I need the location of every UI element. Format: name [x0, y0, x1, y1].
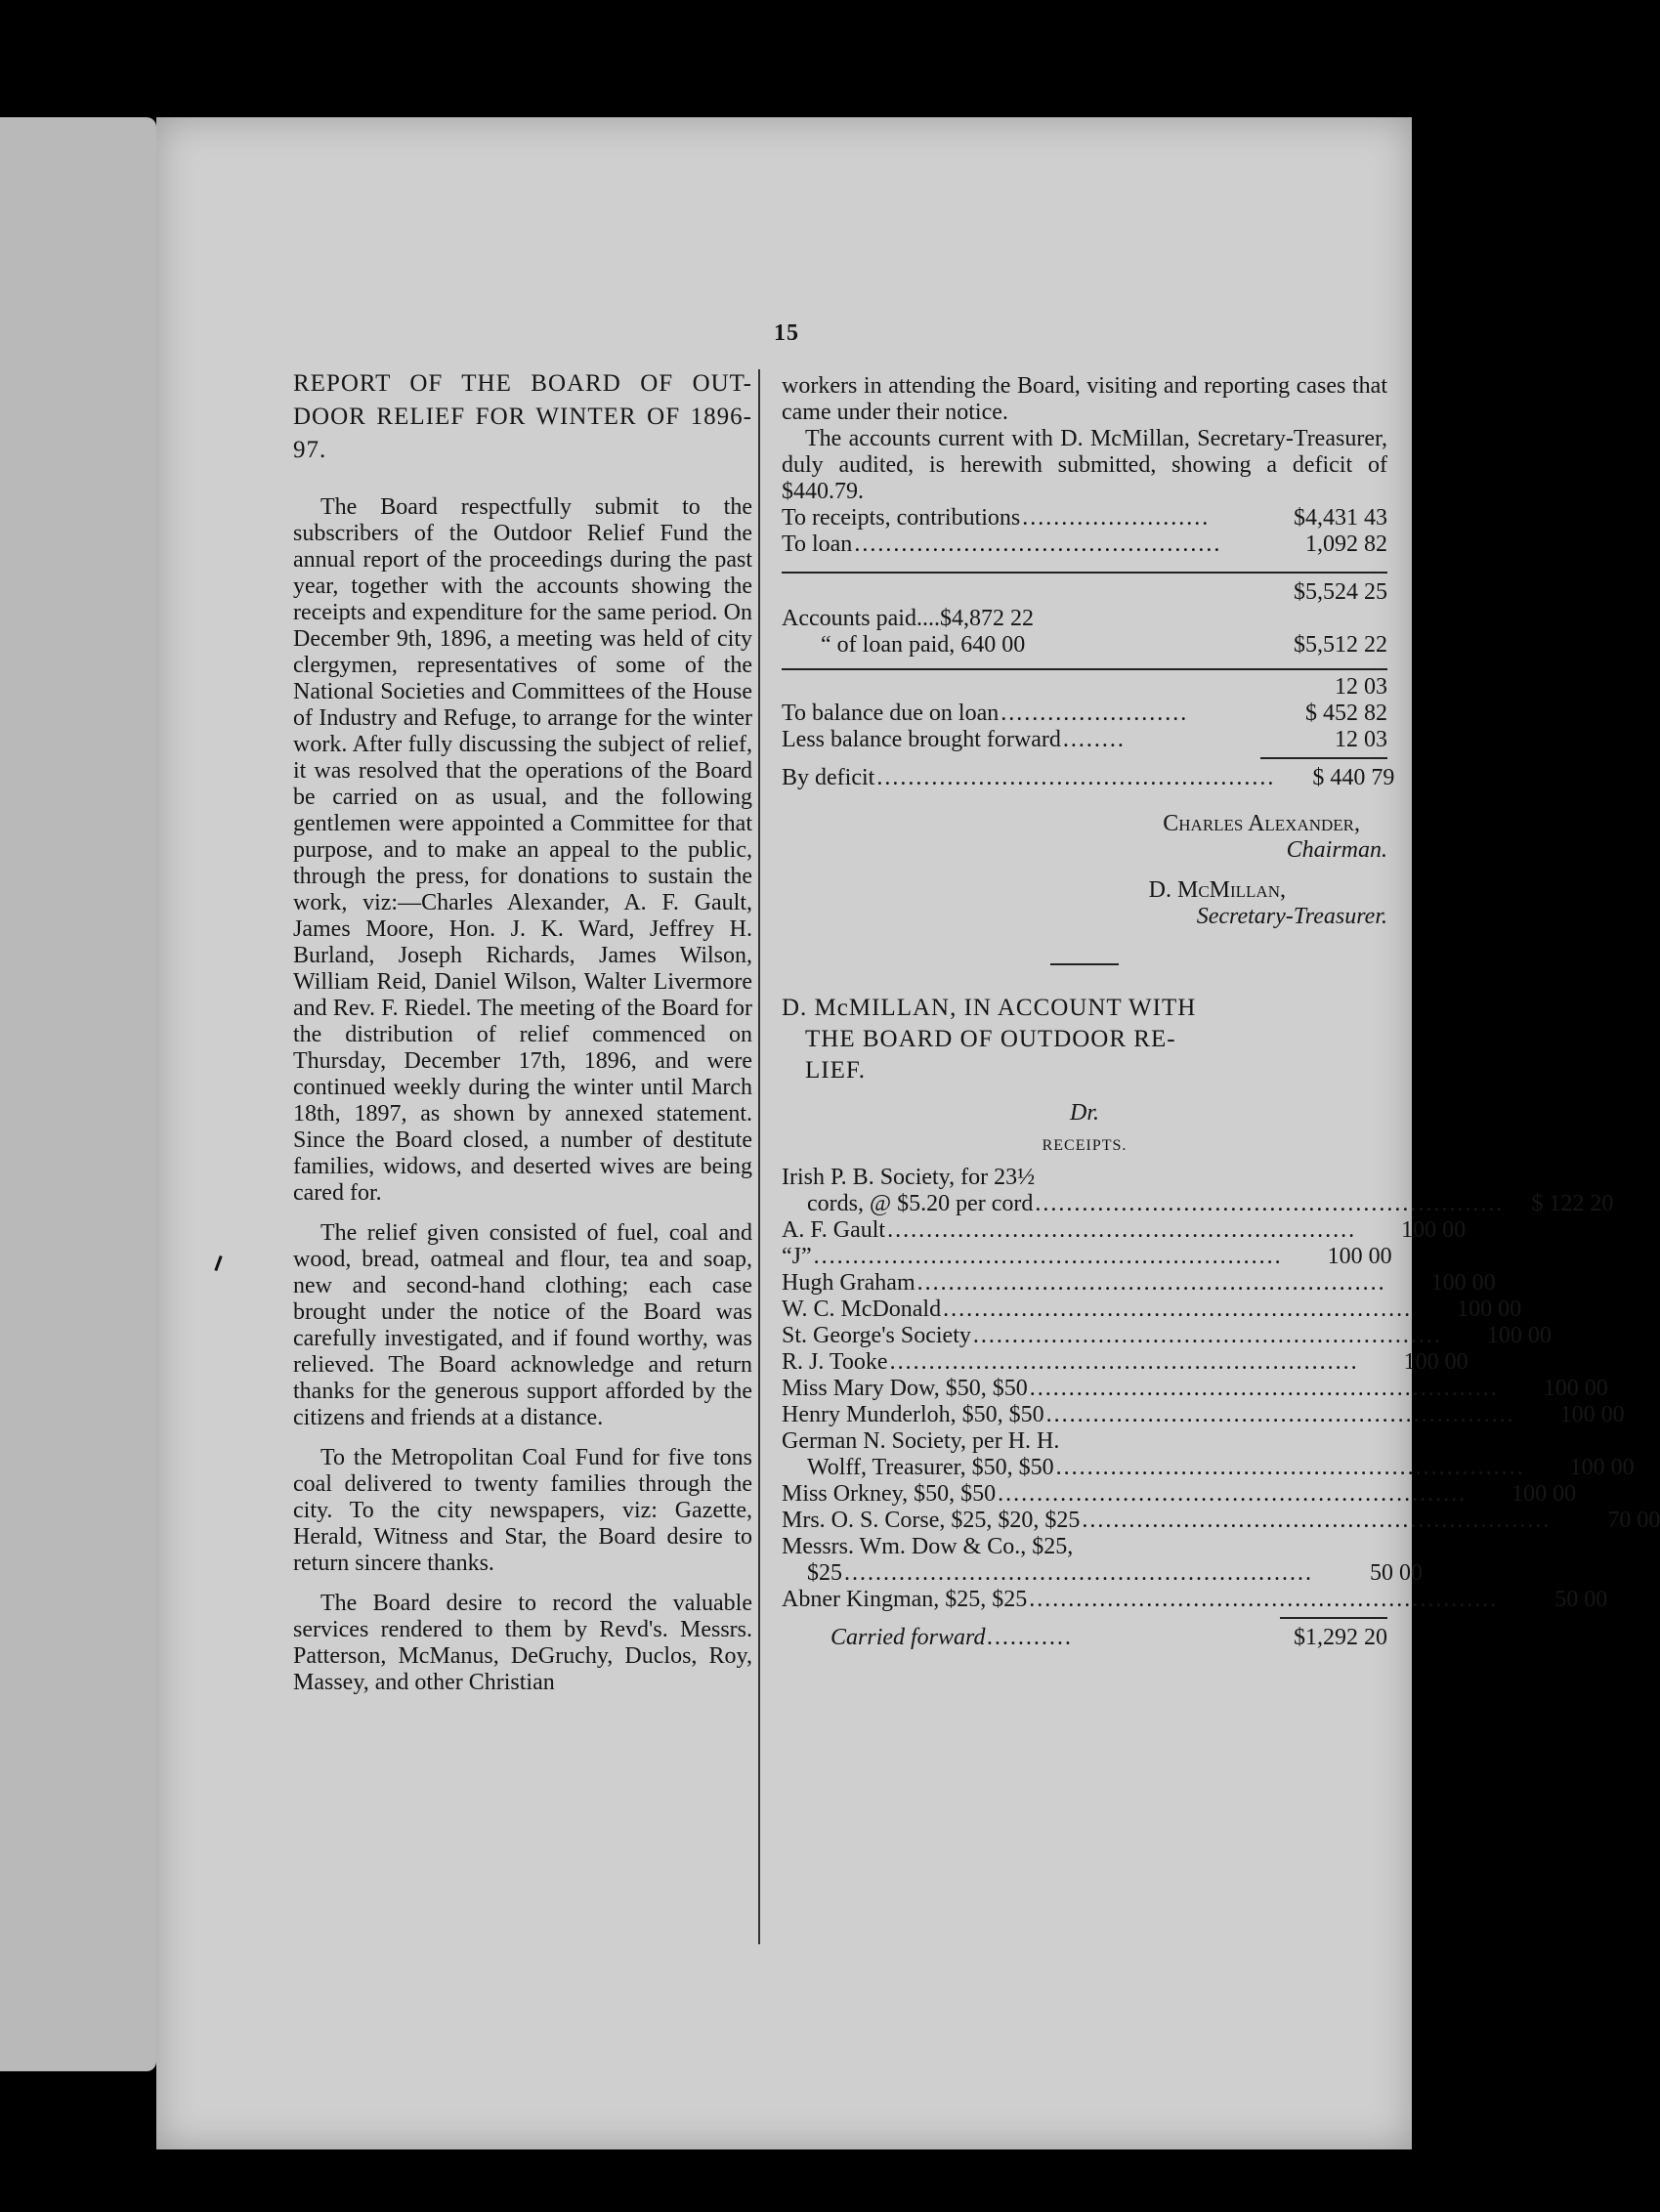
chairman-role: Chairman. [1286, 837, 1387, 863]
receipt-label: cords, @ $5.20 per cord [807, 1191, 1034, 1216]
receipt-row [782, 1165, 1387, 1191]
receipt-amount: 100 00 [1403, 1349, 1468, 1375]
paragraph-intro: The Board respectfully submit to the subscribers of the Outdoor Relief Fund the annual report of the proceedings during the past year, together with the accounts showing the receipts and expenditure for the same period. On December 9th, 1896, a meeting was held of city clergymen, representatives of some of the National Societies and Committees of the House of Industry and Refuge, to arrange for the winter work. After fully discussing the subject of relief, it was resolved that the operations of the Board be carried on as usual, and the following gentlemen were appointed a Committee for that purpose, and to make an appeal to the public, through the press, for donations to sustain the work, viz:—Charles Alexander, A. F. Gault, James Moore, Hon. J. K. Ward, Jeffrey H. Burland, Joseph Richards, James Wilson, William Reid, Daniel Wilson, Walter Livermore and Rev. F. Riedel. The meeting of the Board for the distribution of relief commenced on Thursday, December 17th, 1896, and were continued weekly during the winter until March 18th, 1897, as shown by annexed statement. Since the Board closed, a number of destitute families, widows, and deserted wives are being cared for. [293, 494, 752, 1206]
leader-dots: ............................................................ [887, 1217, 1357, 1243]
leader-dots: ............................................................ [1029, 1587, 1499, 1612]
document-page [156, 117, 1660, 2149]
dr-label: Dr. [1069, 1100, 1099, 1126]
receipt-label: $25 [807, 1560, 842, 1586]
sum-rule [782, 572, 1387, 574]
receipt-amount: 100 00 [1457, 1297, 1522, 1322]
receipt-row [782, 1534, 1387, 1560]
statement-row [782, 674, 1387, 701]
leader-dots: ............................................................ [1035, 1191, 1505, 1216]
left-column [293, 367, 752, 1710]
receipt-label: German N. Society, per H. H. [782, 1428, 1060, 1454]
receipt-label: “J” [782, 1244, 812, 1269]
receipt-row [782, 1244, 1392, 1270]
leader-dots: ............................................................ [916, 1270, 1386, 1296]
statement-row [782, 727, 1387, 753]
receipt-row [782, 1376, 1608, 1402]
receipts-list [782, 1165, 1660, 1613]
section-rule [1050, 963, 1119, 965]
secretary-name: D. McMillan, [1148, 877, 1286, 903]
receipt-row [782, 1428, 1387, 1455]
account-title [782, 993, 1387, 1086]
leader-dots: ............................................................ [1045, 1402, 1515, 1427]
sum-rule [1280, 1617, 1387, 1619]
receipt-amount: 100 00 [1559, 1402, 1625, 1427]
accounts-intro: The accounts current with D. McMillan, Secretary-Treasurer, duly audited, is herewith submitted, showing a deficit of $440.79. [782, 426, 1387, 504]
leader-dots: ............................................................ [943, 1297, 1413, 1322]
receipt-row [782, 1270, 1496, 1297]
receipt-label: Messrs. Wm. Dow & Co., $25, [782, 1534, 1074, 1559]
continuation-text: workers in attending the Board, visiting and reporting cases that came under their notice. [782, 373, 1387, 425]
sum-rule [1260, 757, 1387, 759]
receipt-amount: 100 00 [1511, 1481, 1577, 1507]
page-number: 15 [774, 320, 799, 346]
account-statement [782, 505, 1395, 791]
receipt-label: A. F. Gault [782, 1217, 886, 1243]
receipt-row [782, 1402, 1625, 1428]
receipt-row [782, 1349, 1468, 1376]
receipt-amount: 100 00 [1327, 1244, 1392, 1269]
statement-row [782, 765, 1395, 791]
paragraph-thanks: To the Metropolitan Coal Fund for five tons coal delivered to twenty families through the city. To the city newspapers, viz: Gazette, Herald, Witness and Star, the Board desire to return sincere thanks. [293, 1445, 752, 1576]
receipt-amount: 100 00 [1430, 1270, 1496, 1296]
receipt-amount: 100 00 [1401, 1217, 1467, 1243]
carried-forward-row [782, 1625, 1387, 1651]
leader-dots: ............................................................ [1082, 1508, 1552, 1533]
statement-label: By deficit [782, 765, 875, 790]
receipt-label: Miss Mary Dow, $50, $50 [782, 1376, 1028, 1401]
leader-dots: ........ [1062, 727, 1126, 752]
statement-row [782, 505, 1387, 532]
statement-amount: $5,524 25 [1294, 579, 1387, 605]
statement-row [782, 532, 1387, 558]
right-column [782, 373, 1660, 1651]
signature-block [782, 811, 1387, 930]
statement-amount: 1,092 82 [1305, 532, 1387, 557]
receipt-label: Mrs. O. S. Corse, $25, $20, $25 [782, 1508, 1081, 1533]
secretary-role: Secretary-Treasurer. [1196, 904, 1387, 929]
receipt-amount: 100 00 [1569, 1455, 1635, 1480]
statement-amount: 12 03 [1335, 674, 1387, 700]
leader-dots: ............................................................ [1029, 1376, 1499, 1401]
receipt-row [782, 1323, 1552, 1349]
leader-dots: ........................ [1000, 701, 1189, 726]
receipt-label: St. George's Society [782, 1323, 971, 1348]
statement-label: To receipts, contributions [782, 505, 1021, 531]
statement-row [782, 606, 1387, 632]
receipt-amount: 100 00 [1543, 1376, 1608, 1401]
receipt-row [782, 1217, 1467, 1244]
column-divider [758, 369, 760, 1944]
statement-row [782, 579, 1387, 606]
statement-amount: $ 440 79 [1312, 765, 1395, 790]
leader-dots: ........... [987, 1625, 1074, 1650]
report-title: REPORT OF THE BOARD OF OUT-DOOR RELIEF FOR WINTER OF 1896-97. [293, 370, 752, 463]
paragraph-relief: The relief given consisted of fuel, coal and wood, bread, oatmeal and flour, tea and soap, new and second-hand clothing; each case brought under the notice of the Board was carefully investigated, and if found worthy, was relieved. The Board acknowledge and return thanks for the generous support afforded by the citizens and friends at a distance. [293, 1220, 752, 1430]
statement-amount: 12 03 [1335, 727, 1387, 752]
sum-rule [782, 668, 1387, 670]
ink-mark [214, 1255, 222, 1271]
account-title-line: LIEF. [805, 1057, 867, 1084]
receipt-row [782, 1587, 1608, 1613]
leader-dots: ............................................................ [889, 1349, 1359, 1375]
carried-forward-amount: $1,292 20 [1294, 1625, 1387, 1650]
receipt-amount: 50 00 [1554, 1587, 1608, 1612]
statement-amount: $4,431 43 [1294, 505, 1387, 531]
statement-row [782, 632, 1387, 659]
statement-label: Accounts paid....$4,872 22 [782, 606, 1034, 631]
account-title-line: THE BOARD OF OUTDOOR RE- [805, 1026, 1176, 1052]
leader-dots: ............................................................ [1055, 1455, 1525, 1480]
receipt-row [782, 1297, 1522, 1323]
receipt-label: Henry Munderloh, $50, $50 [782, 1402, 1044, 1427]
receipt-row [782, 1455, 1635, 1481]
receipt-label: Miss Orkney, $50, $50 [782, 1481, 997, 1507]
receipt-label: W. C. McDonald [782, 1297, 942, 1322]
receipt-label: R. J. Tooke [782, 1349, 888, 1375]
receipt-amount: 70 00 [1607, 1508, 1660, 1533]
adjacent-page-edge [0, 117, 156, 2071]
receipts-heading: RECEIPTS. [1042, 1137, 1128, 1154]
receipt-row [782, 1481, 1577, 1508]
paragraph-services: The Board desire to record the valuable services rendered to them by Revd's. Messrs. Patterson, McManus, DeGruchy, Duclos, Roy, Massey, and other Christian [293, 1591, 752, 1695]
receipt-amount: $ 122 20 [1531, 1191, 1614, 1216]
statement-amount: $5,512 22 [1294, 632, 1387, 658]
leader-dots: ............................................................ [998, 1481, 1468, 1507]
leader-dots: ................................................... [876, 765, 1276, 790]
statement-label: To loan [782, 532, 853, 557]
statement-amount: $ 452 82 [1305, 701, 1387, 726]
account-title-line: D. McMILLAN, IN ACCOUNT WITH [782, 995, 1197, 1021]
leader-dots: ............................................... [854, 532, 1222, 557]
receipt-label: Irish P. B. Society, for 23½ [782, 1165, 1036, 1190]
carried-forward-label: Carried forward [830, 1625, 986, 1650]
receipt-row [782, 1191, 1614, 1217]
statement-label: To balance due on loan [782, 701, 1000, 726]
chairman-name: Charles Alexander, [1163, 811, 1360, 836]
receipt-row [782, 1560, 1423, 1587]
statement-row [782, 701, 1387, 727]
statement-label: “ of loan paid, 640 00 [821, 632, 1026, 658]
receipt-amount: 50 00 [1370, 1560, 1423, 1586]
leader-dots: ............................................................ [813, 1244, 1283, 1269]
receipt-label: Wolff, Treasurer, $50, $50 [807, 1455, 1054, 1480]
statement-label: Less balance brought forward [782, 727, 1061, 752]
receipt-label: Abner Kingman, $25, $25 [782, 1587, 1028, 1612]
receipt-amount: 100 00 [1486, 1323, 1552, 1348]
receipt-row [782, 1508, 1660, 1534]
leader-dots: ............................................................ [844, 1560, 1313, 1586]
receipt-label: Hugh Graham [782, 1270, 915, 1296]
leader-dots: ........................ [1022, 505, 1211, 531]
leader-dots: ............................................................ [972, 1323, 1442, 1348]
